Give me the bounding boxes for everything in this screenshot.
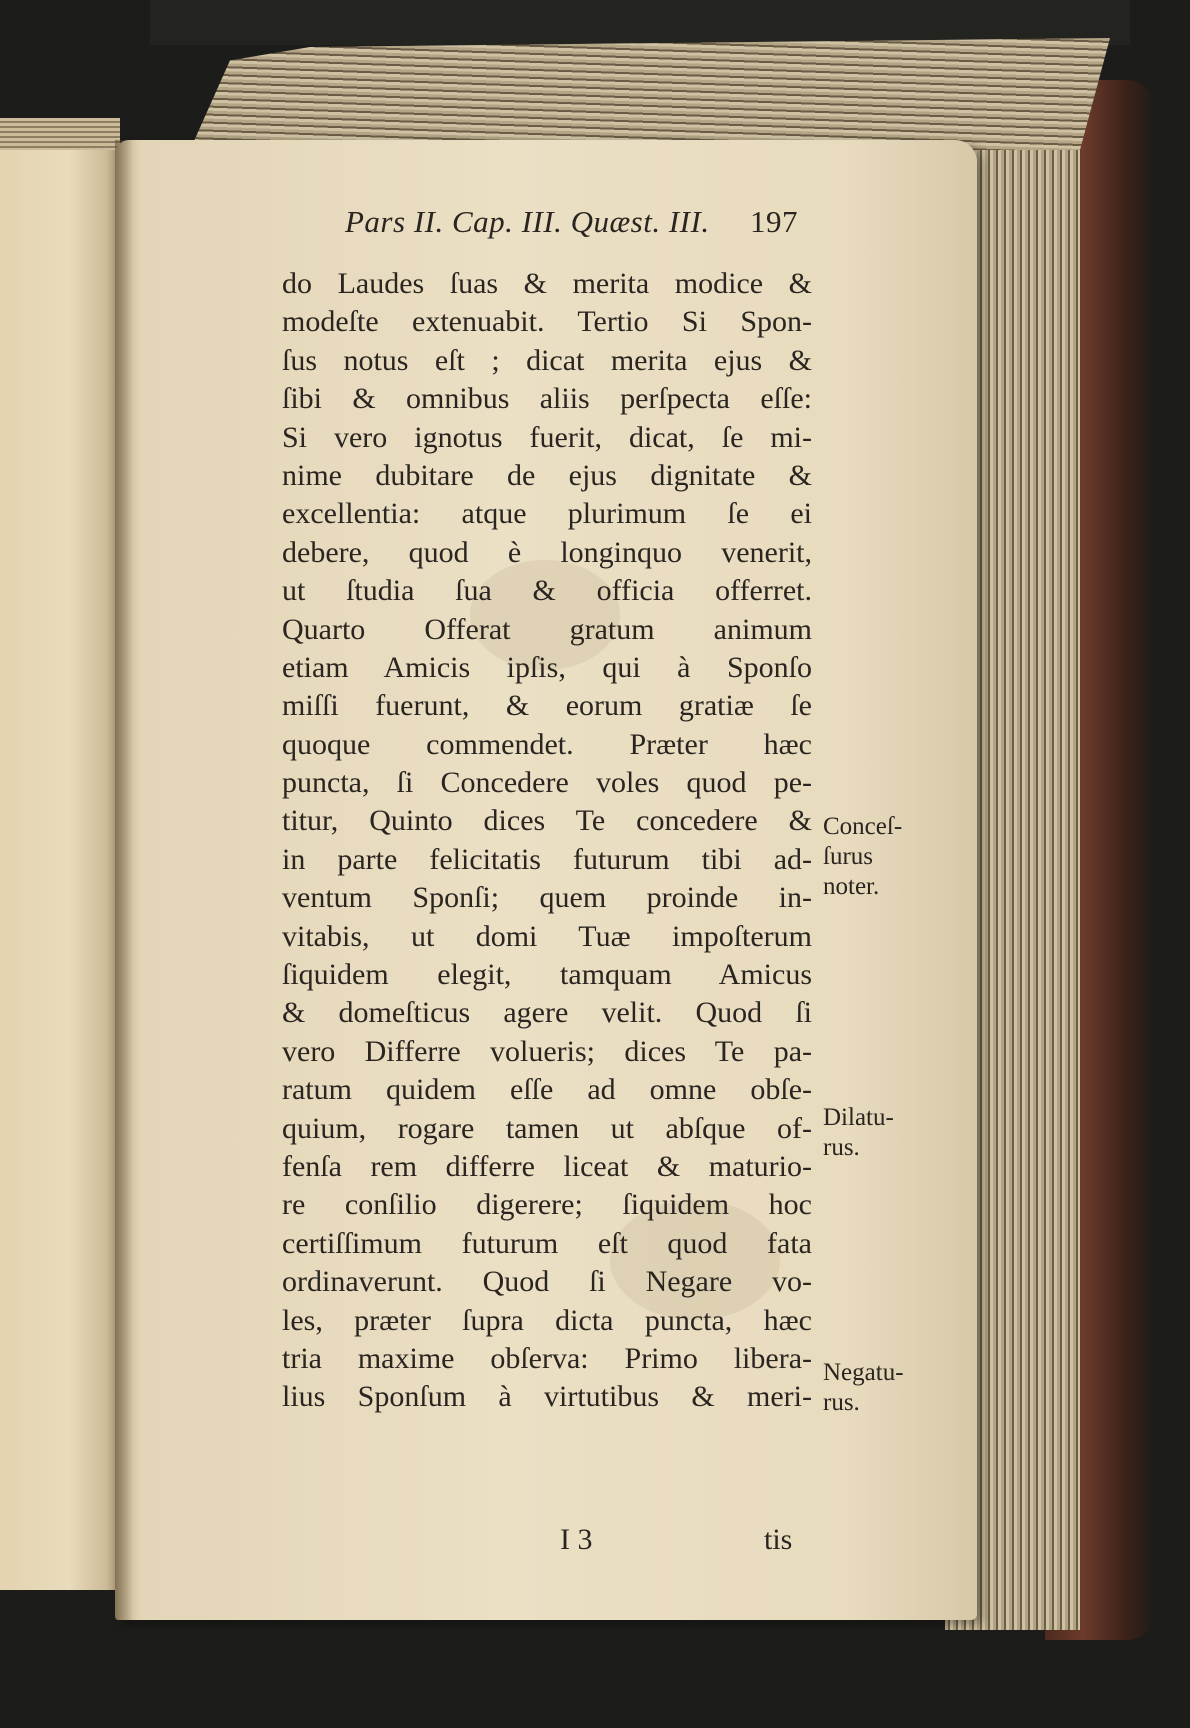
- text-line: in parte felicitatis futurum tibi ad-: [282, 842, 812, 876]
- text-line: etiam Amicis ipſis, qui à Sponſo: [282, 650, 812, 684]
- text-line: modeſte extenuabit. Tertio Si Spon-: [282, 305, 812, 339]
- text-line: vitabis, ut domi Tuæ impoſterum: [282, 919, 812, 953]
- text-line: ſus notus eſt ; dicat merita ejus &: [282, 343, 812, 377]
- margin-note-line: Dilatu-: [823, 1104, 894, 1131]
- text-line: ut ſtudia ſua & officia offerret.: [282, 574, 812, 608]
- text-line: titur, Quinto dices Te concedere &: [282, 804, 812, 838]
- text-line: certiſſimum futurum eſt quod fata: [282, 1226, 812, 1260]
- text-line: ratum quidem eſſe ad omne obſe-: [282, 1073, 812, 1107]
- margin-note-concessurus: [823, 812, 928, 902]
- text-line: ventum Sponſi; quem proinde in-: [282, 881, 812, 915]
- text-line: quoque commendet. Præter hæc: [282, 727, 812, 761]
- margin-note-line: Conceſ-: [823, 813, 903, 840]
- text-line: miſſi fuerunt, & eorum gratiæ ſe: [282, 689, 812, 723]
- running-header: [345, 204, 805, 240]
- text-line: vero Differre volueris; dices Te pa-: [282, 1034, 812, 1068]
- margin-note-line: rus.: [823, 1134, 860, 1161]
- catchword: tis: [764, 1523, 793, 1556]
- text-line: excellentia: atque plurimum ſe ei: [282, 497, 812, 531]
- page-edges-top: [110, 38, 1110, 150]
- text-line: Si vero ignotus fuerit, dicat, ſe mi-: [282, 420, 812, 454]
- text-line: puncta, ſi Concedere voles quod pe-: [282, 766, 812, 800]
- background-shadow: [150, 0, 1130, 45]
- text-line: lius Sponſum à virtutibus & meri-: [282, 1380, 812, 1414]
- text-line: re conſilio digerere; ſiquidem hoc: [282, 1188, 812, 1222]
- margin-note-line: ſurus: [823, 843, 873, 870]
- text-line: do Laudes ſuas & merita modice &: [282, 267, 812, 300]
- text-line: ſiquidem elegit, tamquam Amicus: [282, 958, 812, 992]
- text-line: les, præter ſupra dicta puncta, hæc: [282, 1303, 812, 1337]
- margin-note-negaturus: [823, 1358, 928, 1418]
- text-line: quium, rogare tamen ut abſque of-: [282, 1111, 812, 1145]
- gutter-shadow: [115, 140, 133, 1620]
- page-number: 197: [750, 204, 798, 239]
- text-line: tria maxime obſerva: Primo libera-: [282, 1341, 812, 1375]
- margin-note-dilaturus: [823, 1103, 928, 1163]
- text-line: & domeſticus agere velit. Quod ſi: [282, 996, 812, 1030]
- text-line: ſibi & omnibus aliis perſpecta eſſe:: [282, 382, 812, 416]
- signature-mark: I 3: [560, 1523, 593, 1556]
- text-line: fenſa rem differre liceat & maturio-: [282, 1149, 812, 1183]
- margin-note-line: rus.: [823, 1389, 860, 1416]
- left-page: [0, 150, 125, 1590]
- body-text: [282, 265, 812, 1417]
- text-line: debere, quod è longinquo venerit,: [282, 535, 812, 569]
- margin-note-line: Negatu-: [823, 1359, 904, 1386]
- text-line: nime dubitare de ejus dignitate &: [282, 458, 812, 492]
- text-line: Quarto Offerat gratum animum: [282, 612, 812, 646]
- running-title: Pars II. Cap. III. Quæst. III.: [345, 204, 710, 239]
- margin-note-line: noter.: [823, 873, 880, 900]
- text-line: ordinaverunt. Quod ſi Negare vo-: [282, 1265, 812, 1299]
